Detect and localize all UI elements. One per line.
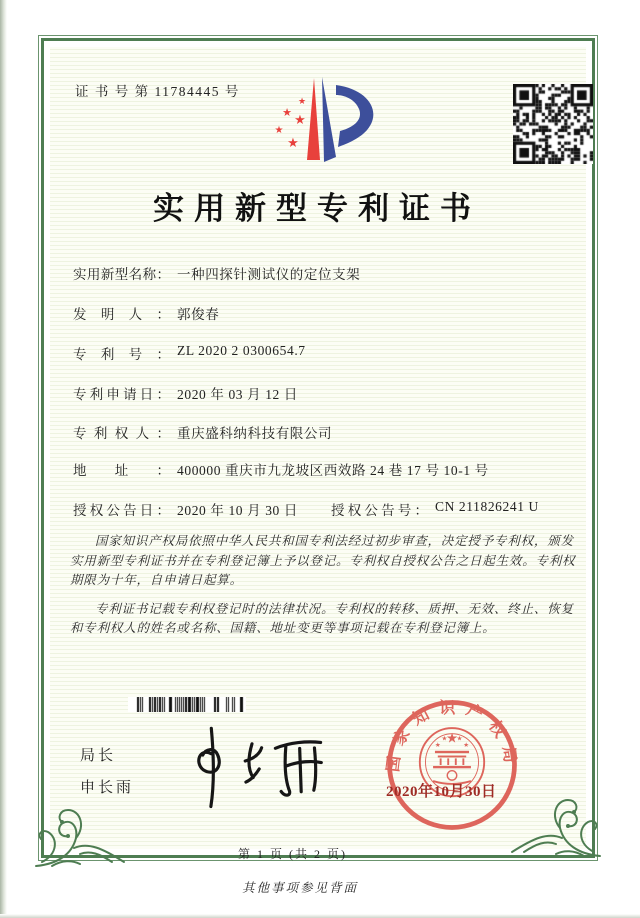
barcode-icon: [128, 697, 246, 712]
field-row-address: [73, 459, 489, 481]
logo-star-icon: ★: [297, 96, 307, 106]
svg-text:★: ★: [434, 742, 441, 750]
logo-star-icon: ★: [274, 125, 284, 136]
certificate-number: 证 书 号 第 11784445 号: [75, 84, 240, 99]
grant-number-pair: [331, 499, 539, 519]
commissioner-name: 申长雨: [80, 780, 135, 796]
logo-star-icon: ★: [287, 135, 299, 150]
field-value: 2020 年 03 月 12 日: [177, 387, 298, 402]
logo-star-icon: ★: [282, 107, 292, 119]
qr-code-icon: [513, 84, 593, 164]
svg-text:★: ★: [441, 735, 448, 743]
field-label: 专利权人：: [73, 426, 170, 441]
field-label: 授权公告日：: [73, 503, 170, 518]
scan-edge: [0, 914, 640, 918]
seal-date: 2020年10月30日: [386, 784, 497, 800]
cnipa-logo-icon: [250, 72, 400, 172]
svg-text:★: ★: [463, 742, 470, 750]
field-row-grant: [73, 499, 539, 521]
field-row-inventor: [73, 303, 219, 325]
field-row-filing-date: [73, 383, 298, 405]
legal-paragraph: 专利证书记载专利权登记时的法律状况。专利权的转移、质押、无效、终止、恢复和专利权人的姓名或名称、国籍、地址变更等事项记载在专利登记簿上。: [70, 601, 574, 635]
field-label: 发明人：: [73, 307, 170, 322]
field-label: 地址：: [73, 463, 170, 478]
certificate-title: 实用新型专利证书: [153, 191, 481, 226]
cnipa-seal-icon: [381, 694, 523, 836]
commissioner-title: 局长: [80, 748, 117, 764]
field-value: 一种四探针测试仪的定位支架: [177, 267, 361, 282]
field-row-patentee: [73, 422, 332, 444]
scan-edge: [0, 0, 7, 918]
field-row-patent-number: [73, 343, 306, 365]
svg-text:★: ★: [446, 730, 458, 746]
corner-flourish-icon: [508, 772, 608, 860]
legal-paragraph: 国家知识产权局依照中华人民共和国专利法经过初步审查，决定授予专利权，颁发实用新型专利证书并在专利登记簿上予以登记。专利权自授权公告之日起生效。专利权期限为十年，自申请日起算。: [70, 534, 576, 587]
svg-text:★: ★: [456, 735, 463, 743]
field-row-name: [73, 263, 360, 285]
field-value: 2020 年 10 月 30 日: [177, 503, 298, 518]
field-label: 专利申请日：: [73, 387, 170, 402]
back-side-note: 其他事项参见背面: [242, 881, 359, 895]
field-label: 专利号：: [73, 347, 170, 362]
field-value: 郭俊春: [177, 307, 220, 322]
page-number: 第 1 页 (共 2 页): [238, 847, 347, 861]
field-value: 400000 重庆市九龙坡区西效路 24 巷 17 号 10-1 号: [177, 463, 489, 478]
field-value: CN 211826241 U: [435, 499, 539, 514]
field-label: 授权公告号：: [331, 503, 428, 518]
seal-text: 国家知识产权局: [384, 700, 520, 773]
field-label: 实用新型名称：: [73, 267, 170, 282]
logo-star-icon: ★: [294, 112, 306, 127]
legal-text: [70, 532, 576, 639]
corner-flourish-icon: [28, 782, 128, 870]
field-value: ZL 2020 2 0300654.7: [177, 343, 306, 358]
field-value: 重庆盛科纳科技有限公司: [177, 426, 333, 441]
handwritten-signature-icon: [180, 714, 340, 809]
